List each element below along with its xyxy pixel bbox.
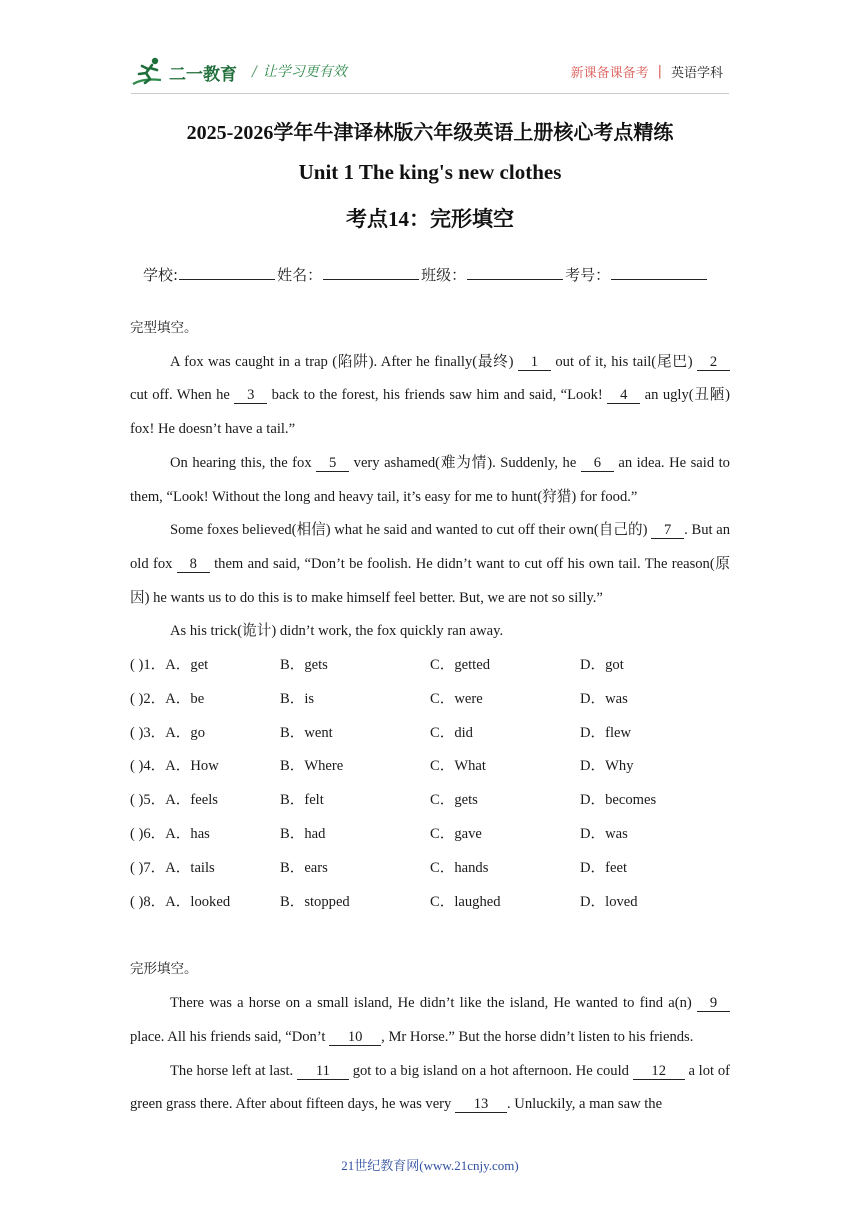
text-run: Some foxes believed(相信) what he said and wanted to cut off their own(自己的) xyxy=(170,522,652,539)
question-5-option-a[interactable]: ( )5．A．feels xyxy=(130,792,218,809)
question-1-option-c[interactable]: C．getted xyxy=(430,657,490,674)
text-run: an idea. He said to them, “Look! Without the long and heavy tail, it’s easy for me to hunt(狩猎) for food.” xyxy=(130,454,730,505)
blank-3: 3 xyxy=(234,387,267,404)
blank-1: 1 xyxy=(518,354,551,371)
question-8-option-d[interactable]: D．loved xyxy=(580,893,638,910)
text-run: . Unluckily, a man saw the xyxy=(507,1096,663,1113)
question-7-option-a[interactable]: ( )7．A．tails xyxy=(130,859,215,876)
passage1-heading: 完型填空。 xyxy=(130,320,198,336)
question-5-option-c[interactable]: C．gets xyxy=(430,792,478,809)
page-header xyxy=(0,0,860,100)
school-label: 学校: xyxy=(143,266,179,284)
question-8-option-a[interactable]: ( )8．A．looked xyxy=(130,893,231,910)
question-row xyxy=(130,852,730,886)
passage1-paragraph-3 xyxy=(130,514,730,615)
question-2-option-c[interactable]: C．were xyxy=(430,690,483,707)
question-5-option-d[interactable]: D．becomes xyxy=(580,792,657,809)
blank-11: 11 xyxy=(297,1063,349,1080)
question-8-option-b[interactable]: B．stopped xyxy=(280,893,350,910)
question-row xyxy=(130,649,730,683)
blank-7: 7 xyxy=(651,522,684,539)
blank-2: 2 xyxy=(697,354,730,371)
blank-13: 13 xyxy=(455,1096,507,1113)
question-3-option-c[interactable]: C．did xyxy=(430,724,473,741)
slash-divider-icon: / xyxy=(252,64,257,80)
text-run: out of it, his tail(尾巴) xyxy=(550,353,697,370)
topic-title: 考点14：完形填空 xyxy=(346,207,514,231)
question-1-option-a[interactable]: ( )1．A．get xyxy=(130,657,209,674)
text-run: , Mr Horse.” But the horse didn’t listen to his friends. xyxy=(381,1028,694,1045)
question-row xyxy=(130,886,730,920)
text-run: cut off. When he xyxy=(130,387,235,404)
question-7-option-d[interactable]: D．feet xyxy=(580,859,628,876)
unit-title: Unit 1 The king's new clothes xyxy=(298,160,562,184)
question-3-option-a[interactable]: ( )3．A．go xyxy=(130,724,205,741)
slogan-text: 让学习更有效 xyxy=(262,64,347,80)
question-row xyxy=(130,818,730,852)
logo xyxy=(131,56,237,88)
text-run: On hearing this, the fox xyxy=(170,454,317,471)
question-3-option-b[interactable]: B．went xyxy=(280,724,333,741)
number-label: 考号： xyxy=(565,266,611,284)
question-7-option-c[interactable]: C．hands xyxy=(430,859,489,876)
blank-12: 12 xyxy=(633,1063,685,1080)
blank-4: 4 xyxy=(607,387,640,404)
question-8-option-c[interactable]: C．laughed xyxy=(430,893,501,910)
header-tags xyxy=(571,62,723,81)
question-1-option-b[interactable]: B．gets xyxy=(280,657,328,674)
student-info xyxy=(143,264,709,285)
runner-logo-icon xyxy=(131,56,167,88)
header-tag-subject: 英语学科 xyxy=(670,66,723,81)
question-row xyxy=(130,784,730,818)
text-run: place. All his friends said, “Don’t xyxy=(130,1028,330,1045)
logo-text: 二一教育 xyxy=(169,64,237,85)
doc-title: 2025-2026学年牛津译林版六年级英语上册核心考点精练 xyxy=(186,122,674,144)
question-3-option-d[interactable]: D．flew xyxy=(580,724,632,741)
text-run: There was a horse on a small island, He didn’t like the island, He wanted to find a(n) xyxy=(170,995,697,1012)
question-row xyxy=(130,683,730,717)
text-run: got to a big island on a hot afternoon. He could xyxy=(348,1062,633,1079)
main-content xyxy=(130,312,730,1122)
passage1-paragraph-1 xyxy=(130,346,730,447)
page-footer: 21世纪教育网(www.21cnjy.com) xyxy=(341,1158,519,1173)
name-blank[interactable] xyxy=(323,266,419,280)
blank-8: 8 xyxy=(177,556,210,573)
question-4-option-b[interactable]: B．Where xyxy=(280,758,344,775)
question-1-option-d[interactable]: D．got xyxy=(580,657,624,674)
question-4-option-a[interactable]: ( )4．A．How xyxy=(130,758,219,775)
text-run: them and said, “Don’t be foolish. He didn’t want to cut off his own tail. The reason(原因) he wants us to do this is to make himself feel better. But, we are not so silly.” xyxy=(130,555,730,606)
header-tag-prep: 新课备课备考 xyxy=(570,66,649,81)
question-2-option-a[interactable]: ( )2．A．be xyxy=(130,690,205,707)
question-6-option-b[interactable]: B．had xyxy=(280,826,326,843)
text-run: an ugly(丑陋) fox! He doesn’t have a tail.” xyxy=(130,387,730,438)
blank-9: 9 xyxy=(697,995,730,1012)
header-divider xyxy=(131,93,729,94)
question-5-option-b[interactable]: B．felt xyxy=(280,792,324,809)
name-label: 姓名： xyxy=(277,266,323,284)
text-run: back to the forest, his friends saw him and said, “Look! xyxy=(267,387,608,404)
question-7-option-b[interactable]: B．ears xyxy=(280,859,328,876)
question-6-option-c[interactable]: C．gave xyxy=(430,826,482,843)
passage2-paragraph-2 xyxy=(130,1055,730,1122)
header-separator: | xyxy=(657,64,662,79)
blank-10: 10 xyxy=(329,1029,381,1046)
text-run: A fox was caught in a trap (陷阱). After he finally(最终) xyxy=(170,353,518,370)
class-blank[interactable] xyxy=(467,266,563,280)
blank-6: 6 xyxy=(581,455,614,472)
school-blank[interactable] xyxy=(179,266,275,280)
question-4-option-d[interactable]: D．Why xyxy=(580,758,634,775)
passage2-heading: 完形填空。 xyxy=(130,961,198,978)
question-6-option-a[interactable]: ( )6．A．has xyxy=(130,826,210,843)
question-table xyxy=(130,649,730,919)
text-run: . But an old fox xyxy=(130,522,730,572)
question-6-option-d[interactable]: D．was xyxy=(580,826,628,843)
question-4-option-c[interactable]: C．What xyxy=(430,758,486,775)
text-run: a lot of green grass there. After about fifteen days, he was very xyxy=(130,1062,730,1113)
text-run: The horse left at last. xyxy=(170,1062,297,1079)
text-run: very ashamed(难为情). Suddenly, he xyxy=(349,454,581,471)
section-spacer xyxy=(130,919,730,953)
question-2-option-d[interactable]: D．was xyxy=(580,690,628,707)
question-2-option-b[interactable]: B．is xyxy=(280,690,315,707)
slogan xyxy=(252,61,347,81)
question-row xyxy=(130,750,730,784)
blank-5: 5 xyxy=(316,455,349,472)
passage2-paragraph-1 xyxy=(130,987,730,1054)
class-label: 班级： xyxy=(421,266,467,284)
passage1-paragraph-2 xyxy=(130,447,730,514)
question-row xyxy=(130,717,730,751)
number-blank[interactable] xyxy=(611,266,707,280)
passage1-paragraph-4: As his trick(诡计) didn’t work, the fox quickly ran away. xyxy=(170,623,504,640)
